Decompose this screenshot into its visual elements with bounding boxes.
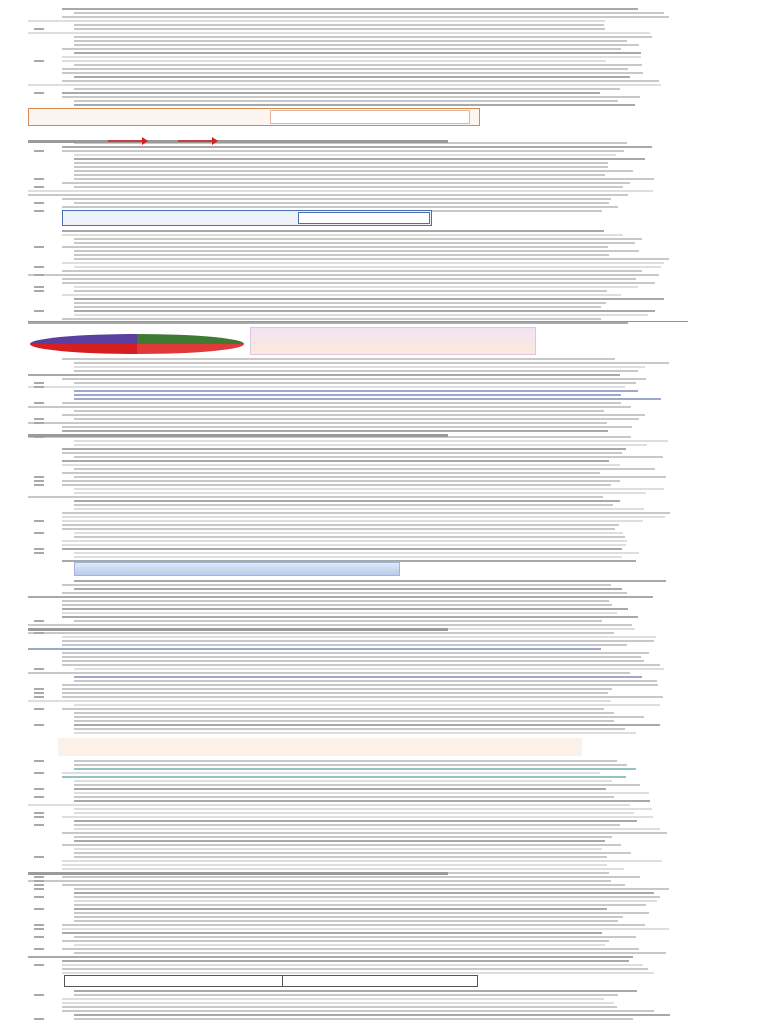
text-line [62,294,621,296]
line-number [34,202,44,204]
text-line [62,56,641,58]
text-line [62,608,628,610]
text-line [74,916,623,918]
line-number [34,884,44,886]
text-line [74,892,654,894]
text-line [62,262,664,264]
text-line [28,632,614,634]
text-line [74,856,607,858]
text-line [74,468,655,470]
line-number [34,876,44,878]
text-line [62,472,600,474]
text-line [74,12,664,14]
line-number [34,476,44,478]
text-line [62,452,622,454]
text-line [74,504,613,506]
text-line [62,528,615,530]
text-line [74,154,616,156]
line-number [34,964,44,966]
text-line [74,444,647,446]
text-line [74,104,635,106]
text-line [74,724,660,726]
line-number [34,620,44,622]
text-line [62,484,611,486]
text-line [74,394,621,396]
text-line [62,278,636,280]
text-line [62,664,660,666]
text-line [74,720,614,722]
line-number [34,402,44,404]
line-number [34,382,44,384]
text-line [28,422,607,424]
arrow-right-icon [178,130,218,138]
text-line [62,520,643,522]
text-line [74,588,622,590]
line-number [34,924,44,926]
text-line [62,616,638,618]
text-line [74,398,661,400]
text-line [74,36,652,38]
text-line [74,238,642,240]
line-number [34,422,44,424]
text-line [28,84,661,86]
text-line [28,956,633,958]
text-line [62,584,611,586]
line-number [34,418,44,420]
text-line [62,544,626,546]
text-line [28,406,631,408]
line-number [34,908,44,910]
line-number [34,274,44,276]
section-heading-line [28,140,448,143]
line-number [34,760,44,762]
text-line [74,40,627,42]
text-line [62,182,630,184]
text-line [62,414,645,416]
text-line [74,306,601,308]
text-line [62,948,639,950]
text-line [74,676,642,678]
text-line [74,796,614,798]
line-number [34,796,44,798]
text-line [74,76,630,78]
text-line [62,592,627,594]
bottom-table [64,975,478,987]
text-line [74,784,640,786]
text-line [28,274,659,276]
text-line [62,816,653,818]
text-line [74,298,664,300]
text-line [74,888,669,890]
text-line [74,310,655,312]
text-line [28,190,653,192]
text-line [74,250,639,252]
text-line [62,660,644,662]
text-line [74,732,636,734]
text-line [62,480,620,482]
text-line [74,52,641,54]
text-line [62,72,643,74]
text-line [74,88,620,90]
text-line [74,780,612,782]
text-line [74,824,620,826]
text-line [74,556,622,558]
text-line [74,792,649,794]
line-number [34,772,44,774]
text-line [74,174,605,176]
text-line [28,624,632,626]
text-line [74,904,646,906]
text-line [62,932,602,934]
text-line [74,840,605,842]
orange-band [58,738,582,756]
text-line [74,552,639,554]
text-line [74,500,620,502]
text-line [74,912,649,914]
text-line [74,382,636,384]
text-line [62,928,669,930]
text-line [74,178,654,180]
text-line [28,322,628,324]
text-line [62,198,611,200]
text-line [74,1018,633,1020]
text-line [74,170,633,172]
text-line [74,64,642,66]
text-line [62,270,642,272]
line-number [34,688,44,690]
text-line [62,48,621,50]
line-number [34,948,44,950]
text-line [74,848,602,850]
text-line [62,684,658,686]
line-number [34,888,44,890]
text-line [62,548,622,550]
text-line [74,580,666,582]
section-heading-line [28,434,448,437]
line-number [34,880,44,882]
text-line [62,924,645,926]
text-line [74,936,636,938]
text-line [74,788,606,790]
line-number [34,812,44,814]
text-line [28,596,653,598]
text-line [74,290,607,292]
text-line [28,648,601,650]
text-line [62,640,654,642]
blue-band [74,562,400,576]
pie-chart-icon [28,333,246,355]
pie-legend [250,327,536,355]
text-line [28,880,611,882]
text-line [74,952,666,954]
text-line [62,644,627,646]
text-line [74,704,660,706]
text-line [62,512,670,514]
text-line [62,652,649,654]
text-line [62,150,624,152]
text-line [74,808,652,810]
text-line [74,908,607,910]
text-line [62,656,641,658]
text-line [28,672,630,674]
text-line [62,206,618,208]
text-line [74,896,660,898]
section-heading-line [28,872,448,875]
text-line [62,540,627,542]
text-line [62,964,643,966]
text-line [74,836,612,838]
line-number [34,816,44,818]
text-line [74,712,614,714]
text-line [74,994,618,996]
line-number [34,824,44,826]
text-line [62,146,652,148]
text-line [74,492,646,494]
text-line [74,508,644,510]
text-line [74,44,639,46]
text-line [62,460,609,462]
text-line [62,696,663,698]
line-number [34,520,44,522]
text-line [62,972,654,974]
text-line [62,998,604,1000]
text-line [62,8,638,10]
text-line [62,246,608,248]
line-number [34,724,44,726]
text-line [74,254,609,256]
text-line [62,80,659,82]
text-line [74,456,663,458]
text-line [62,600,609,602]
line-number [34,186,44,188]
text-line [28,804,630,806]
line-number [34,552,44,554]
text-line [62,358,615,360]
text-line [28,374,620,376]
text-line [62,402,621,404]
text-line [74,532,623,534]
text-line [62,968,648,970]
text-line [28,20,605,22]
text-line [62,234,623,236]
text-line [74,166,608,168]
text-line [74,100,618,102]
text-line [74,302,606,304]
text-line [62,776,626,778]
line-number [34,310,44,312]
text-line [74,242,635,244]
text-line [74,476,666,478]
text-line [62,1006,617,1008]
text-line [62,1010,654,1012]
text-line [62,940,609,942]
text-line [62,832,667,834]
text-line [62,772,600,774]
text-line [28,700,611,702]
line-number [34,668,44,670]
line-number [34,178,44,180]
text-line [62,612,617,614]
text-line [62,318,601,320]
line-number [34,532,44,534]
text-line [74,202,609,204]
line-number [34,1018,44,1020]
text-line [62,96,640,98]
text-line [62,68,628,70]
text-line [74,370,638,372]
text-line [62,692,608,694]
line-number [34,548,44,550]
text-line [62,430,608,432]
text-line [62,230,604,232]
text-line [74,440,668,442]
line-number [34,290,44,292]
text-line [62,636,656,638]
text-line [74,28,605,30]
text-line [28,496,603,498]
text-line [62,378,646,380]
line-number [34,936,44,938]
blue-box-right [298,212,430,224]
text-line [62,60,606,62]
line-number [34,788,44,790]
bottom-table-divider [282,975,283,987]
text-line [62,884,625,886]
line-number [34,266,44,268]
text-line [74,488,664,490]
text-line [74,258,669,260]
text-line [74,158,645,160]
line-number [34,150,44,152]
line-number [34,632,44,634]
text-line [74,162,608,164]
line-number [34,896,44,898]
text-line [62,708,604,710]
line-number [34,994,44,996]
text-line [74,668,664,670]
text-line [62,960,629,962]
text-line [62,426,632,428]
text-line [62,516,665,518]
arrow-right-icon [108,130,148,138]
text-line [74,418,639,420]
text-line [74,812,634,814]
text-line [28,32,650,34]
text-line [28,386,625,388]
text-line [74,900,657,902]
text-line [74,990,637,992]
text-line [74,186,623,188]
text-line [74,410,604,412]
line-number [34,92,44,94]
line-number [34,928,44,930]
text-line [74,286,638,288]
text-line [62,464,620,466]
text-line [74,390,638,392]
line-number [34,386,44,388]
text-line [74,760,617,762]
text-line [62,524,619,526]
line-number [34,484,44,486]
line-number [34,28,44,30]
text-line [28,194,628,196]
red-divider [28,321,688,322]
line-number [34,708,44,710]
text-line [62,844,621,846]
text-line [62,1002,614,1004]
line-number [34,856,44,858]
text-line [62,860,662,862]
text-line [74,728,625,730]
text-line [62,868,624,870]
text-line [74,314,648,316]
line-number [34,692,44,694]
text-line [62,864,607,866]
text-line [74,620,602,622]
text-line [74,24,604,26]
line-number [34,210,44,212]
text-line [74,680,657,682]
text-line [62,688,612,690]
line-number [34,246,44,248]
text-line [74,820,637,822]
text-line [62,92,600,94]
text-line [74,920,618,922]
text-line [74,828,660,830]
text-line [74,716,644,718]
text-line [74,266,661,268]
section-heading-line [28,628,448,631]
line-number [34,286,44,288]
text-line [62,604,612,606]
text-line [62,16,669,18]
text-line [62,876,640,878]
line-number [34,480,44,482]
text-line [74,764,627,766]
text-line [74,852,631,854]
text-line [74,366,645,368]
text-line [74,768,636,770]
line-number [34,60,44,62]
text-line [74,944,605,946]
text-line [74,362,669,364]
text-line [74,1014,670,1016]
line-number [34,696,44,698]
top-flow-inner-box [270,110,470,124]
text-line [62,448,626,450]
text-line [74,800,650,802]
text-line [74,536,625,538]
text-line [62,282,655,284]
